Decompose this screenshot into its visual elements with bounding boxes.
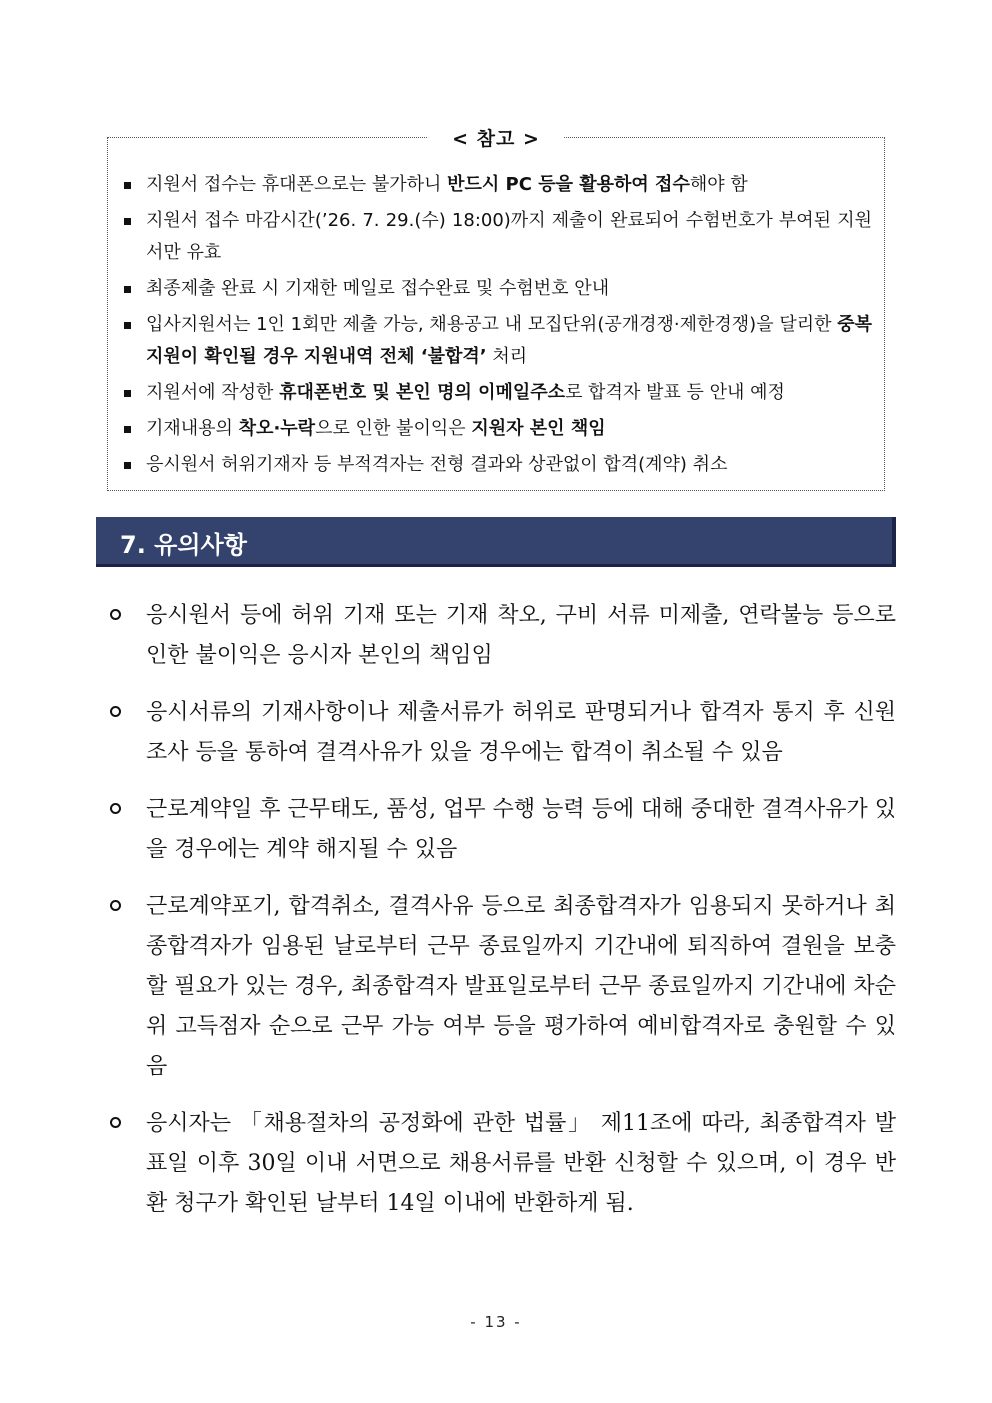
note-item: 근로계약포기, 합격취소, 결격사유 등으로 최종합격자가 임용되지 못하거나 최종합격자가 임용된 날로부터 근무 종료일까지 기간내에 퇴직하여 결원을 보충할 필요가 있는 경우, 최종합격자 발표일로부터 근무 종료일까지 기간내에 차순위 고득점자 순으로 근무 가능 여부 등을 평가하여 예비합격자로 충원할 수 있음 xyxy=(108,887,896,1087)
reference-item: 기재내용의 착오·누락으로 인한 불이익은 지원자 본인 책임 xyxy=(124,413,872,445)
note-item: 응시원서 등에 허위 기재 또는 기재 착오, 구비 서류 미제출, 연락불능 등으로 인한 불이익은 응시자 본인의 책임임 xyxy=(108,596,896,676)
reference-box xyxy=(107,128,885,491)
reference-item: 지원서 접수 마감시간(’26. 7. 29.(수) 18:00)까지 제출이 완료되어 수험번호가 부여된 지원서만 유효 xyxy=(124,205,872,269)
circle-bullet-icon xyxy=(110,803,121,814)
note-item: 응시자는 「채용절차의 공정화에 관한 법률」 제11조에 따라, 최종합격자 발표일 이후 30일 이내 서면으로 채용서류를 반환 신청할 수 있으며, 이 경우 반환 청구가 확인된 날부터 14일 이내에 반환하게 됨. xyxy=(108,1104,896,1224)
square-bullet-icon xyxy=(124,390,131,397)
circle-bullet-icon xyxy=(110,900,121,911)
square-bullet-icon xyxy=(124,286,131,293)
page-number: - 13 - xyxy=(470,1313,522,1331)
section-header xyxy=(96,517,896,567)
reference-item: 최종제출 완료 시 기재한 메일로 접수완료 및 수험번호 안내 xyxy=(124,273,872,305)
square-bullet-icon xyxy=(124,218,131,225)
reference-list xyxy=(124,169,872,485)
section-title: 7. 유의사항 xyxy=(120,531,247,559)
reference-item: 응시원서 허위기재자 등 부적격자는 전형 결과와 상관없이 합격(계약) 취소 xyxy=(124,449,872,481)
square-bullet-icon xyxy=(124,462,131,469)
reference-item: 지원서 접수는 휴대폰으로는 불가하니 반드시 PC 등을 활용하여 접수해야 함 xyxy=(124,169,872,201)
square-bullet-icon xyxy=(124,426,131,433)
square-bullet-icon xyxy=(124,182,131,189)
reference-title: < 참고 > xyxy=(428,124,564,151)
circle-bullet-icon xyxy=(110,1117,121,1128)
reference-item: 입사지원서는 1인 1회만 제출 가능, 채용공고 내 모집단위(공개경쟁·제한경쟁)을 달리한 중복지원이 확인될 경우 지원내역 전체 ‘불합격’ 처리 xyxy=(124,309,872,373)
note-item: 응시서류의 기재사항이나 제출서류가 허위로 판명되거나 합격자 통지 후 신원조사 등을 통하여 결격사유가 있을 경우에는 합격이 취소될 수 있음 xyxy=(108,693,896,773)
square-bullet-icon xyxy=(124,322,131,329)
circle-bullet-icon xyxy=(110,706,121,717)
note-item: 근로계약일 후 근무태도, 품성, 업무 수행 능력 등에 대해 중대한 결격사유가 있을 경우에는 계약 해지될 수 있음 xyxy=(108,790,896,870)
reference-item: 지원서에 작성한 휴대폰번호 및 본인 명의 이메일주소로 합격자 발표 등 안내 예정 xyxy=(124,377,872,409)
circle-bullet-icon xyxy=(110,609,121,620)
notes-list xyxy=(108,596,896,1241)
